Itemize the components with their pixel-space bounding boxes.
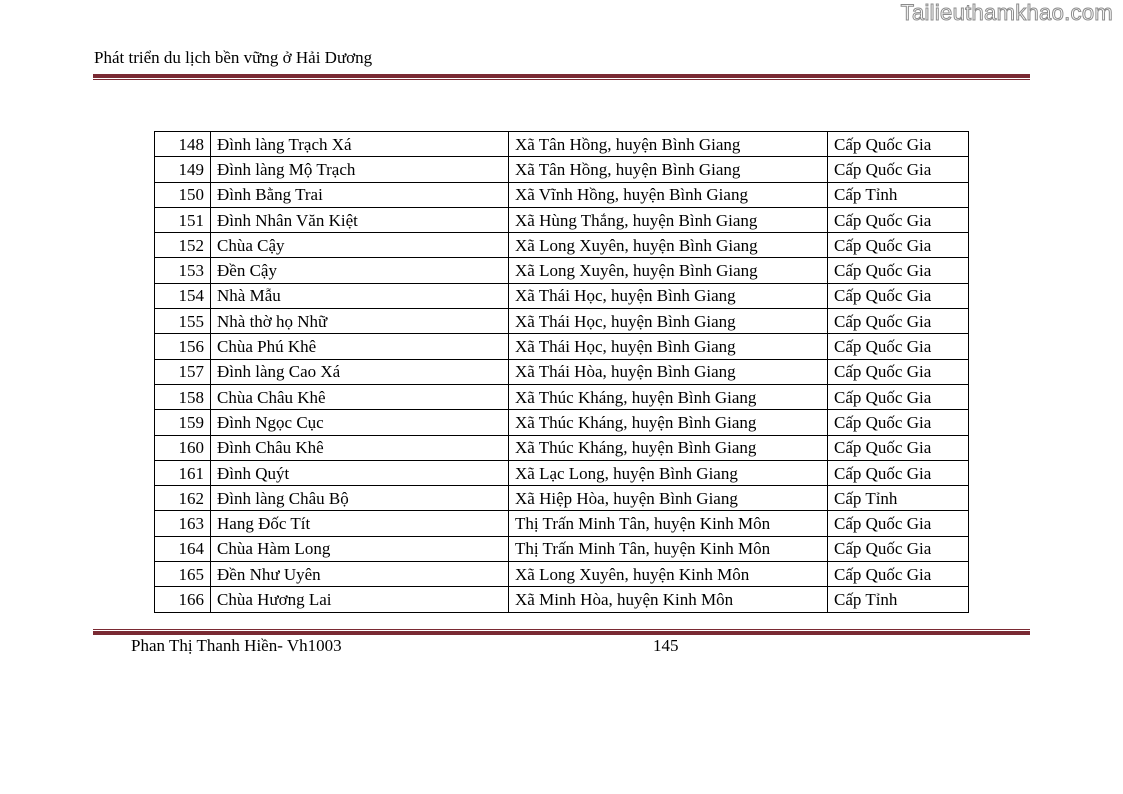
heritage-level: Cấp Quốc Gia xyxy=(828,410,969,435)
site-name: Đình làng Trạch Xá xyxy=(211,132,509,157)
heritage-level: Cấp Quốc Gia xyxy=(828,233,969,258)
site-location: Xã Thái Học, huyện Bình Giang xyxy=(509,309,828,334)
site-location: Xã Thái Học, huyện Bình Giang xyxy=(509,283,828,308)
site-name: Đình Bằng Trai xyxy=(211,182,509,207)
site-name: Hang Đốc Tít xyxy=(211,511,509,536)
heritage-level: Cấp Tỉnh xyxy=(828,182,969,207)
page-number: 145 xyxy=(653,636,679,655)
table-row xyxy=(155,384,969,409)
table-row xyxy=(155,283,969,308)
table-row xyxy=(155,334,969,359)
table-row xyxy=(155,182,969,207)
site-location: Xã Long Xuyên, huyện Bình Giang xyxy=(509,258,828,283)
site-location: Xã Thái Hòa, huyện Bình Giang xyxy=(509,359,828,384)
row-number: 148 xyxy=(155,132,211,157)
site-location: Xã Thái Học, huyện Bình Giang xyxy=(509,334,828,359)
table-row xyxy=(155,207,969,232)
site-location: Thị Trấn Minh Tân, huyện Kinh Môn xyxy=(509,536,828,561)
site-location: Xã Tân Hồng, huyện Bình Giang xyxy=(509,132,828,157)
row-number: 162 xyxy=(155,486,211,511)
row-number: 152 xyxy=(155,233,211,258)
row-number: 156 xyxy=(155,334,211,359)
row-number: 155 xyxy=(155,309,211,334)
site-name: Đền Như Uyên xyxy=(211,562,509,587)
row-number: 161 xyxy=(155,460,211,485)
site-location: Xã Long Xuyên, huyện Bình Giang xyxy=(509,233,828,258)
table-row xyxy=(155,410,969,435)
site-name: Đình Ngọc Cục xyxy=(211,410,509,435)
table-row xyxy=(155,562,969,587)
heritage-level: Cấp Quốc Gia xyxy=(828,384,969,409)
table-row xyxy=(155,511,969,536)
site-name: Đình làng Cao Xá xyxy=(211,359,509,384)
site-location: Xã Long Xuyên, huyện Kinh Môn xyxy=(509,562,828,587)
heritage-table xyxy=(154,131,969,613)
table-row xyxy=(155,435,969,460)
heritage-level: Cấp Quốc Gia xyxy=(828,334,969,359)
site-location: Xã Lạc Long, huyện Bình Giang xyxy=(509,460,828,485)
site-location: Xã Vĩnh Hồng, huyện Bình Giang xyxy=(509,182,828,207)
row-number: 163 xyxy=(155,511,211,536)
site-name: Đền Cậy xyxy=(211,258,509,283)
table-row xyxy=(155,157,969,182)
row-number: 154 xyxy=(155,283,211,308)
heritage-level: Cấp Tỉnh xyxy=(828,486,969,511)
heritage-level: Cấp Tỉnh xyxy=(828,587,969,612)
site-name: Chùa Phú Khê xyxy=(211,334,509,359)
site-name: Đình Nhân Văn Kiệt xyxy=(211,207,509,232)
table-row xyxy=(155,359,969,384)
table-row xyxy=(155,233,969,258)
row-number: 158 xyxy=(155,384,211,409)
heritage-level: Cấp Quốc Gia xyxy=(828,258,969,283)
site-location: Xã Hiệp Hòa, huyện Bình Giang xyxy=(509,486,828,511)
site-location: Xã Thúc Kháng, huyện Bình Giang xyxy=(509,435,828,460)
heritage-level: Cấp Quốc Gia xyxy=(828,460,969,485)
row-number: 159 xyxy=(155,410,211,435)
footer-rule xyxy=(93,629,1030,635)
heritage-level: Cấp Quốc Gia xyxy=(828,511,969,536)
site-location: Xã Hùng Thắng, huyện Bình Giang xyxy=(509,207,828,232)
site-location: Xã Thúc Kháng, huyện Bình Giang xyxy=(509,410,828,435)
row-number: 164 xyxy=(155,536,211,561)
site-name: Đình Châu Khê xyxy=(211,435,509,460)
row-number: 153 xyxy=(155,258,211,283)
heritage-level: Cấp Quốc Gia xyxy=(828,207,969,232)
heritage-level: Cấp Quốc Gia xyxy=(828,157,969,182)
site-location: Thị Trấn Minh Tân, huyện Kinh Môn xyxy=(509,511,828,536)
site-name: Nhà Mẫu xyxy=(211,283,509,308)
footer-author: Phan Thị Thanh Hiền- Vh1003 xyxy=(131,636,342,655)
heritage-level: Cấp Quốc Gia xyxy=(828,536,969,561)
site-name: Chùa Hương Lai xyxy=(211,587,509,612)
table-row xyxy=(155,536,969,561)
site-name: Đình Quýt xyxy=(211,460,509,485)
table-row xyxy=(155,486,969,511)
heritage-level: Cấp Quốc Gia xyxy=(828,309,969,334)
heritage-level: Cấp Quốc Gia xyxy=(828,435,969,460)
row-number: 151 xyxy=(155,207,211,232)
heritage-level: Cấp Quốc Gia xyxy=(828,132,969,157)
row-number: 166 xyxy=(155,587,211,612)
heritage-level: Cấp Quốc Gia xyxy=(828,283,969,308)
table-row xyxy=(155,309,969,334)
heritage-level: Cấp Quốc Gia xyxy=(828,359,969,384)
table-row xyxy=(155,258,969,283)
table-row xyxy=(155,460,969,485)
site-name: Chùa Hàm Long xyxy=(211,536,509,561)
site-name: Đình làng Mộ Trạch xyxy=(211,157,509,182)
heritage-level: Cấp Quốc Gia xyxy=(828,562,969,587)
table-body xyxy=(155,132,969,613)
site-name: Chùa Cậy xyxy=(211,233,509,258)
site-location: Xã Tân Hồng, huyện Bình Giang xyxy=(509,157,828,182)
header-title: Phát triển du lịch bền vững ở Hải Dương xyxy=(94,48,373,67)
table-row xyxy=(155,132,969,157)
row-number: 150 xyxy=(155,182,211,207)
site-name: Chùa Châu Khê xyxy=(211,384,509,409)
site-name: Nhà thờ họ Nhữ xyxy=(211,309,509,334)
row-number: 165 xyxy=(155,562,211,587)
table-row xyxy=(155,587,969,612)
site-name: Đình làng Châu Bộ xyxy=(211,486,509,511)
row-number: 157 xyxy=(155,359,211,384)
row-number: 149 xyxy=(155,157,211,182)
site-location: Xã Thúc Kháng, huyện Bình Giang xyxy=(509,384,828,409)
header-rule xyxy=(93,74,1030,80)
watermark-text: Tailieuthamkhao.com xyxy=(900,0,1113,25)
row-number: 160 xyxy=(155,435,211,460)
site-location: Xã Minh Hòa, huyện Kinh Môn xyxy=(509,587,828,612)
